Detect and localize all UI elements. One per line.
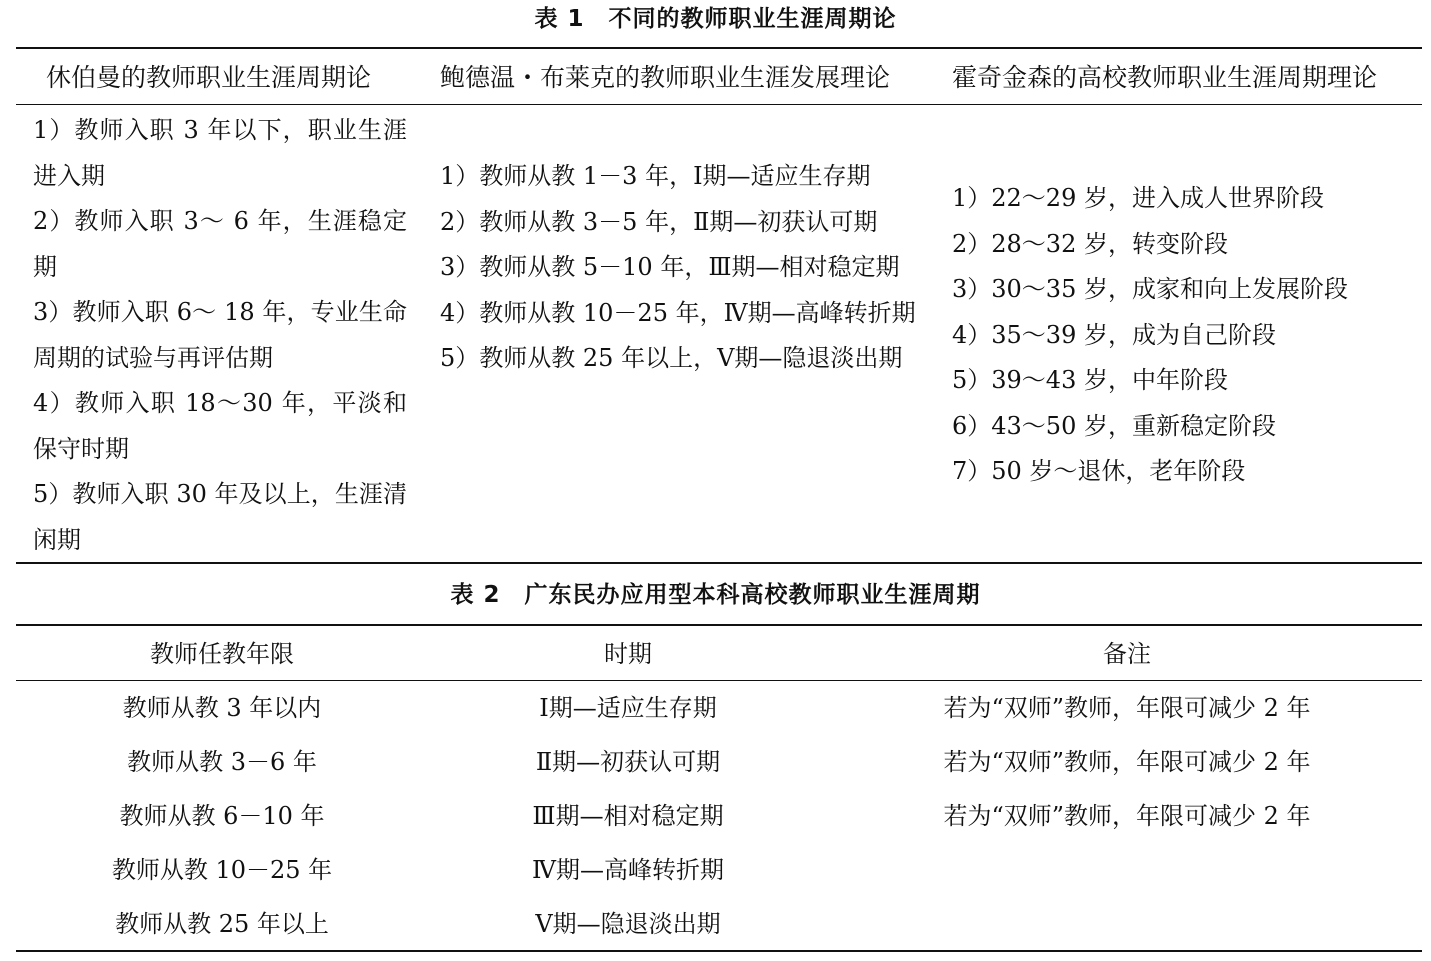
table1-col-huberman (33, 108, 407, 563)
huberman-stage-5: 5）教师入职 30 年及以上，生涯清闲期 (33, 480, 407, 554)
table2-row5-period: Ⅴ期—隐退淡出期 (535, 910, 721, 938)
table2-row1-remark: 若为“双师”教师，年限可减少 2 年 (943, 694, 1311, 722)
table1-col-baldwin (440, 154, 921, 382)
table1-col-hodgkinson (952, 176, 1412, 495)
table2-row2-years: 教师从教 3－6 年 (127, 748, 317, 776)
hodgkinson-stage-7: 7）50 岁～退休，老年阶段 (952, 457, 1246, 485)
table1-header-hodgkinson: 霍奇金森的高校教师职业生涯周期理论 (952, 63, 1378, 92)
huberman-stage-1: 1）教师入职 3 年以下，职业生涯进入期 (33, 116, 407, 190)
table2-row3-period: Ⅲ期—相对稳定期 (532, 802, 724, 830)
table1-top-rule (16, 47, 1422, 49)
table2-row1-years: 教师从教 3 年以内 (122, 694, 322, 722)
hodgkinson-stage-2: 2）28～32 岁，转变阶段 (952, 229, 1228, 258)
table2-top-rule (16, 624, 1422, 626)
table2-row4-period: Ⅳ期—高峰转折期 (532, 856, 724, 884)
hodgkinson-stage-1: 1）22～29 岁，进入成人世界阶段 (952, 184, 1324, 212)
table2-row2-period: Ⅱ期—初获认可期 (535, 748, 721, 776)
huberman-stage-4: 4）教师入职 18～30 年，平淡和保守时期 (33, 389, 407, 463)
table2-header-period: 时期 (604, 640, 652, 668)
table2-row5-years: 教师从教 25 年以上 (115, 910, 329, 938)
table1-header-rule (16, 104, 1422, 105)
table2-row1-period: Ⅰ期—适应生存期 (539, 694, 717, 722)
hodgkinson-stage-4: 4）35～39 岁，成为自己阶段 (952, 320, 1276, 349)
baldwin-stage-5: 5）教师从教 25 年以上，Ⅴ期—隐退淡出期 (440, 344, 903, 372)
table2-caption: 表 2 广东民办应用型本科高校教师职业生涯周期 (450, 582, 981, 608)
table1-caption: 表 1 不同的教师职业生涯周期论 (534, 6, 897, 32)
table2-row4-years: 教师从教 10－25 年 (111, 856, 333, 884)
hodgkinson-stage-3: 3）30～35 岁，成家和向上发展阶段 (952, 275, 1348, 303)
table2-row3-remark: 若为“双师”教师，年限可减少 2 年 (943, 802, 1311, 830)
hodgkinson-stage-6: 6）43～50 岁，重新稳定阶段 (952, 411, 1276, 440)
hodgkinson-stage-5: 5）39～43 岁，中年阶段 (952, 366, 1228, 394)
baldwin-stage-2: 2）教师从教 3－5 年，Ⅱ期—初获认可期 (440, 207, 878, 236)
table2-header-rule (16, 680, 1422, 681)
table2-header-remarks: 备注 (1103, 640, 1151, 668)
table2-row2-remark: 若为“双师”教师，年限可减少 2 年 (943, 748, 1311, 776)
huberman-stage-2: 2）教师入职 3～ 6 年，生涯稳定期 (33, 207, 407, 281)
baldwin-stage-4: 4）教师从教 10－25 年，Ⅳ期—高峰转折期 (440, 298, 916, 327)
baldwin-stage-3: 3）教师从教 5－10 年，Ⅲ期—相对稳定期 (440, 253, 900, 281)
table1-header-huberman: 休伯曼的教师职业生涯周期论 (46, 63, 372, 92)
table1-header-baldwin: 鲍德温・布莱克的教师职业生涯发展理论 (440, 63, 891, 92)
table2-bottom-rule (16, 950, 1422, 952)
table1-bottom-rule (16, 562, 1422, 564)
table2-row3-years: 教师从教 6－10 年 (119, 802, 325, 830)
table2-header-years: 教师任教年限 (150, 640, 294, 668)
huberman-stage-3: 3）教师入职 6～ 18 年，专业生命周期的试验与再评估期 (33, 298, 407, 372)
baldwin-stage-1: 1）教师从教 1－3 年，Ⅰ期—适应生存期 (440, 162, 871, 190)
